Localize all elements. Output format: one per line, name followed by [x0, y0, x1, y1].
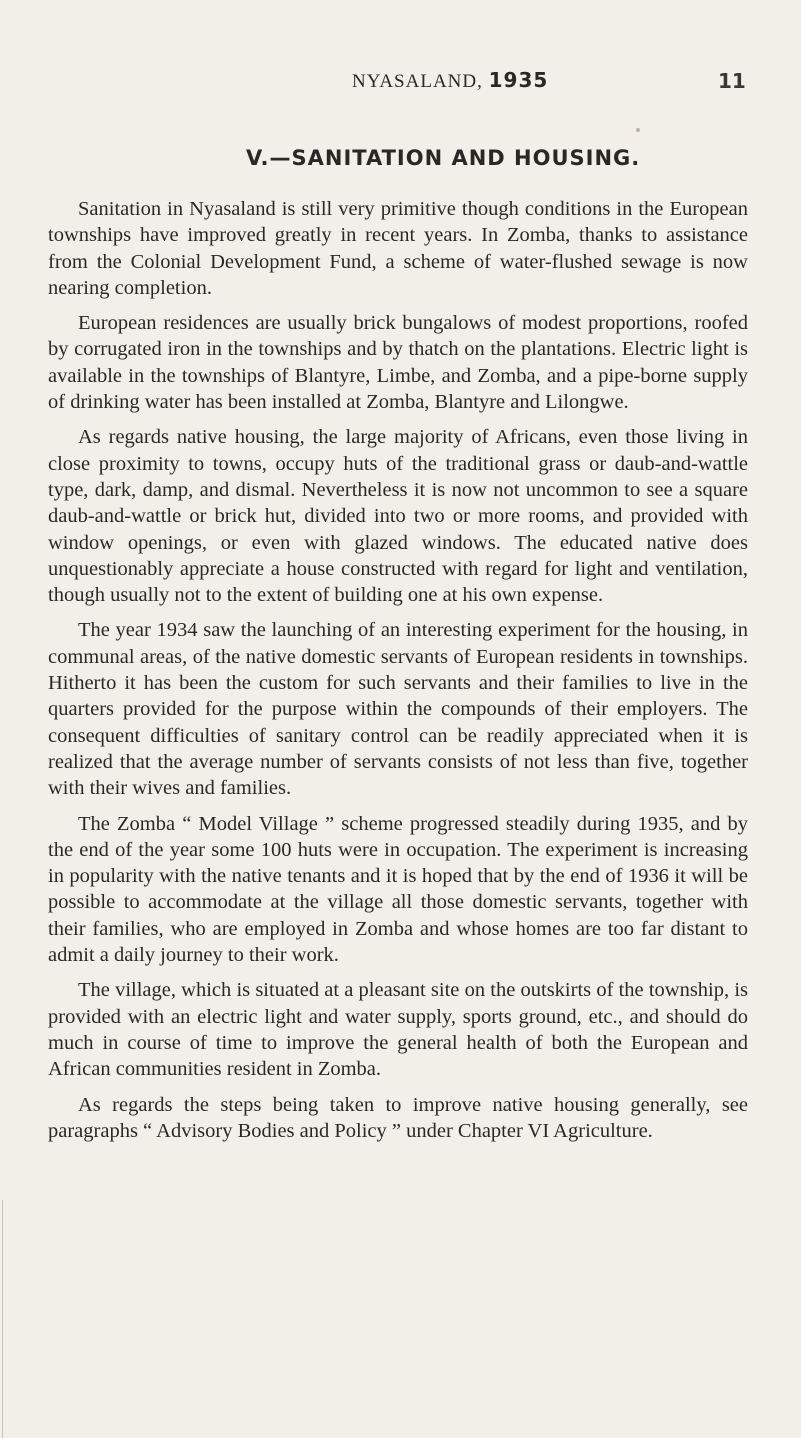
paragraph-european-residences: European residences are usually brick bungalows of modest proportions, roofed by corrugated iron in the townships and by thatch on the plantations. Electric light is available in the townships of Blantyre, Limbe, and Zomba, and a pipe-borne supply of drinking water has been installed at Zomba, Blantyre and Lilongwe. — [48, 312, 748, 414]
page-edge-line — [2, 1200, 3, 1438]
print-speck — [636, 128, 640, 132]
paragraph-native-housing: As regards native housing, the large majority of Africans, even those living in close proximity to towns, occupy huts of the traditional grass or daub-and-wattle type, dark, damp, and dismal. Nevertheless it is now not uncommon to see a square daub-and-wattle or brick hut, divided into two or more rooms, and provided with window openings, or even with glazed windows. The educated native does unquestionably appreciate a house constructed with regard for light and ventilation, though usually not to the extent of building one at his own expense. — [48, 426, 748, 607]
paragraph-housing-experiment: The year 1934 saw the launching of an interesting experiment for the housing, in communal areas, of the native domestic servants of European residents in townships. Hitherto it has been the custom for such servants and their families to live in the quarters provided for the purpose within the compounds of their employers. The consequent difficulties of sanitary control can be readily appreciated when it is realized that the average number of servants consists of not less than five, together with their wives and families. — [48, 619, 748, 800]
section-title: V.—SANITATION AND HOUSING. — [246, 146, 641, 170]
paragraph-sanitation: Sanitation in Nyasaland is still very primitive though conditions in the European townships have improved greatly in recent years. In Zomba, thanks to assistance from the Colonial Development Fund, a scheme of water-flushed sewage is now nearing completion. — [48, 198, 748, 299]
body-text — [48, 196, 748, 1153]
header-year: 1935 — [488, 68, 549, 92]
running-header — [352, 68, 548, 93]
paragraph-village-site: The village, which is situated at a pleasant site on the outskirts of the township, is provided with an electric light and water supply, sports ground, etc., and should do much in course of time to improve the general health of both the European and African communities resident in Zomba. — [48, 979, 748, 1081]
running-title: NYASALAND, — [352, 71, 489, 92]
paragraph-model-village: The Zomba “ Model Village ” scheme progressed steadily during 1935, and by the end of the year some 100 huts were in occupation. The experiment is increasing in popularity with the native tenants and it is hoped that by the end of 1936 it will be possible to accommodate at the village all those domestic servants, together with their families, who are employed in Zomba and whose homes are too far distant to admit a daily journey to their work. — [48, 812, 748, 967]
paragraph-see-also: As regards the steps being taken to improve native housing generally, see paragraphs “ Advisory Bodies and Policy ” under Chapter VI Agriculture. — [48, 1093, 748, 1142]
page-number: 11 — [718, 69, 746, 93]
